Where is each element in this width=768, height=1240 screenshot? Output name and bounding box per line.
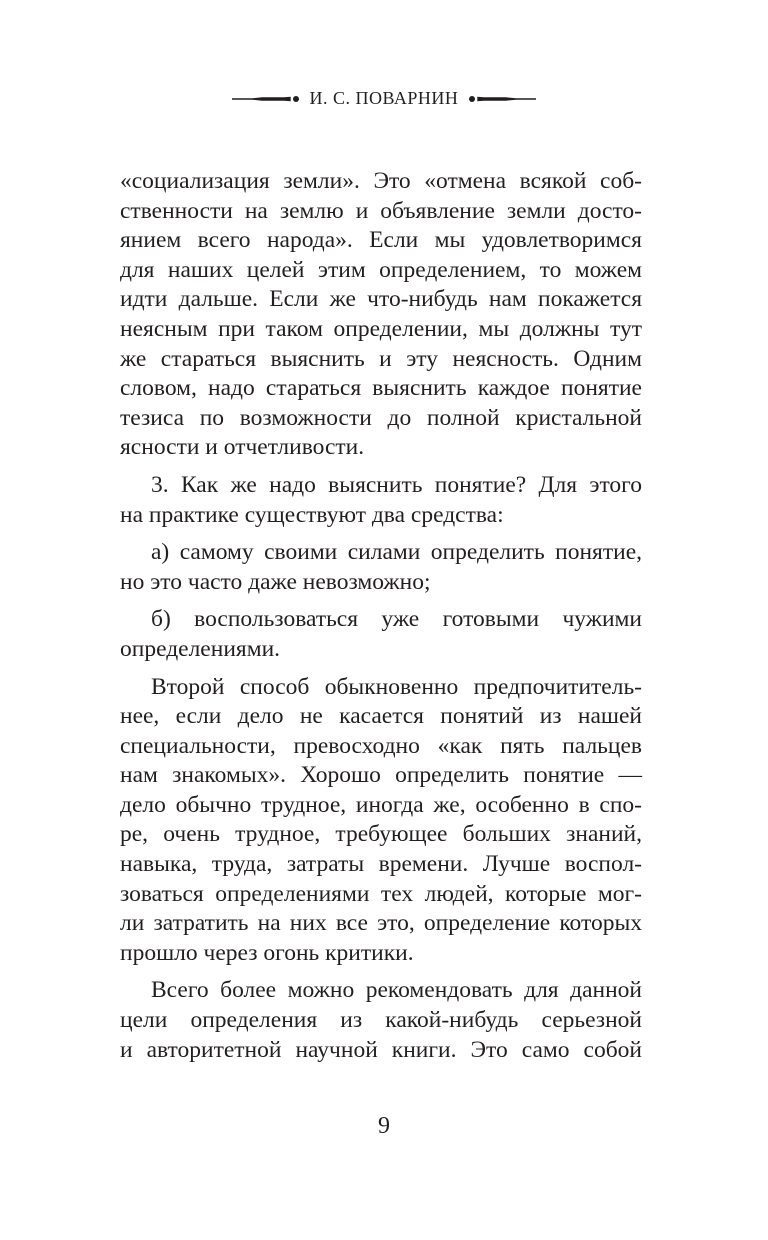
text-line: ственности на землю и объявление земли досто- [120, 197, 642, 224]
text-line: ре, очень трудное, требующее больших знаний, [120, 821, 642, 848]
text-line: прошло через огонь критики. [120, 939, 414, 966]
paragraph [120, 976, 642, 1065]
running-header [0, 88, 768, 109]
paragraph [120, 605, 642, 664]
paragraph [120, 167, 642, 463]
text-line: дело обычно трудное, иногда же, особенно в спо- [120, 791, 642, 818]
paragraph [120, 471, 642, 530]
text-line: Второй способ обыкновенно предпочититель- [151, 673, 642, 700]
text-line: и авторитетной научной книги. Это само собой [120, 1036, 642, 1063]
body-text [120, 167, 642, 1073]
ornament-left-icon [232, 94, 302, 104]
text-line: тезиса по возможности до полной кристальной [120, 404, 642, 431]
text-line: идти дальше. Если же что-нибудь нам покажется [120, 286, 642, 313]
text-line: же стараться выяснить и эту неясность. Одним [120, 345, 642, 372]
text-line: неясным при таком определении, мы должны тут [120, 315, 642, 342]
text-line: определениями. [120, 635, 281, 662]
running-title: И. С. ПОВАРНИН [309, 88, 459, 108]
text-line: 3. Как же надо выяснить понятие? Для этого [151, 471, 642, 498]
paragraph [120, 673, 642, 969]
text-line: нее, если дело не касается понятий из нашей [120, 703, 642, 730]
text-line: янием всего народа». Если мы удовлетворимся [120, 227, 642, 254]
text-line: но это часто даже невозможно; [120, 568, 431, 595]
text-line: Всего более можно рекомендовать для данной [151, 977, 642, 1004]
paragraph [120, 538, 642, 597]
ornament-right-icon [466, 94, 536, 104]
text-line: зоваться определениями тех людей, которые мог- [120, 880, 642, 907]
text-line: на практике существуют два средства: [120, 501, 504, 528]
text-line: «социализация земли». Это «отмена всякой соб- [120, 168, 642, 194]
text-line: а) самому своими силами определить понятие, [151, 539, 642, 566]
text-line: ли затратить на них все это, определение которых [120, 910, 642, 937]
text-line: цели определения из какой-нибудь серьезной [120, 1007, 642, 1034]
text-line: для наших целей этим определением, то можем [120, 256, 642, 283]
text-line: навыка, труда, затраты времени. Лучше воспол- [120, 851, 642, 878]
text-line: ясности и отчетливости. [120, 434, 365, 461]
text-line: словом, надо стараться выяснить каждое понятие [120, 375, 642, 402]
text-line: нам знакомых». Хорошо определить понятие — [120, 762, 642, 789]
page-number: 9 [378, 1113, 390, 1139]
text-line: б) воспользоваться уже готовыми чужими [151, 606, 642, 633]
text-line: специальности, превосходно «как пять пальцев [120, 732, 642, 759]
